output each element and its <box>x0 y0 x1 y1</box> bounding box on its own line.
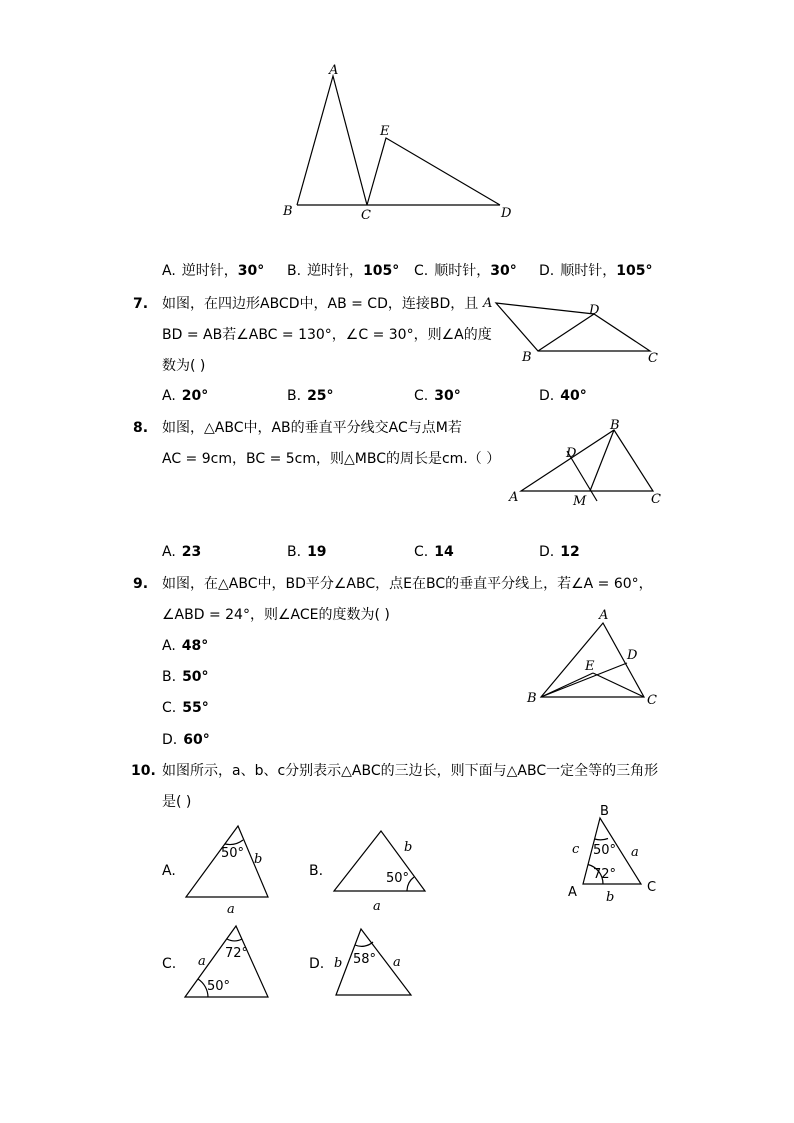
q10-ref-label-c-side: c <box>572 842 580 857</box>
q7-label-c: C <box>648 351 658 366</box>
q10-text-line1: 如图所示，a、b、c分别表示△ABC的三边长，则下面与△ABC一定全等的三角形 <box>162 763 659 779</box>
q10-ref-label-b: B <box>600 804 609 819</box>
q9-label-c: C <box>647 693 657 708</box>
q6-label-c: C <box>361 208 371 223</box>
q6-label-d: D <box>501 206 512 221</box>
q10-option-c-side-a: a <box>198 954 206 969</box>
q10-option-b-side-a: a <box>373 899 381 914</box>
q10-ref-label-a: A <box>568 885 577 900</box>
q8-option-d: D. 12 <box>539 544 580 560</box>
q8-option-a: A. 23 <box>162 544 202 560</box>
q10-option-d-side-b: b <box>334 956 343 971</box>
q8-label-d: D <box>566 446 577 461</box>
q10-text-line2: 是( ) <box>162 794 192 810</box>
q10-option-c-angle-bottom: 50° <box>207 979 231 994</box>
q10-option-c-letter: C. <box>162 956 177 972</box>
q6-label-a: A <box>329 63 339 78</box>
q9-label-e: E <box>585 659 595 674</box>
q9-option-d: D. 60° <box>162 732 210 748</box>
q10-ref-label-c: C <box>647 880 657 895</box>
q9-option-a: A. 48° <box>162 638 209 654</box>
q10-option-d-side-a: a <box>393 955 401 970</box>
q7-text-line3: 数为( ) <box>162 358 206 374</box>
q8-option-c: C. 14 <box>414 544 454 560</box>
q10-option-a-side-a: a <box>227 902 235 917</box>
q8-text-line1: 如图，△ABC中，AB的垂直平分线交AC与点M若 <box>162 420 462 436</box>
q9-text-line1: 如图，在△ABC中，BD平分∠ABC，点E在BC的垂直平分线上，若∠A = 60°， <box>162 576 653 592</box>
q8-label-c: C <box>651 492 661 507</box>
q8-text-line2: AC = 9cm，BC = 5cm，则△MBC的周长是cm.（ ） <box>162 451 501 467</box>
q10-option-a-letter: A. <box>162 863 176 879</box>
q7-label-b: B <box>522 350 532 365</box>
q10-option-a-angle: 50° <box>221 846 245 861</box>
q10-ref-angle-a: 72° <box>593 867 617 882</box>
q9-label-b: B <box>527 691 537 706</box>
q9-label-a: A <box>599 608 609 623</box>
q10-ref-angle-b: 50° <box>593 843 617 858</box>
q6-option-c: C. 顺时针，30° <box>414 263 517 279</box>
q10-number: 10. <box>131 763 156 779</box>
q10-option-b-angle: 50° <box>386 871 410 886</box>
q6-label-e: E <box>380 124 390 139</box>
q7-option-c: C. 30° <box>414 388 461 404</box>
q7-label-d: D <box>589 303 600 318</box>
q7-option-a: A. 20° <box>162 388 209 404</box>
q10-ref-label-b-side: b <box>606 890 615 905</box>
q7-text-line1: 如图，在四边形ABCD中，AB = CD，连接BD，且 <box>162 296 479 312</box>
q10-option-b-letter: B. <box>309 863 324 879</box>
q7-text-line2: BD = AB若∠ABC = 130°，∠C = 30°，则∠A的度 <box>162 327 492 343</box>
q9-text-line2: ∠ABD = 24°，则∠ACE的度数为( ) <box>162 607 390 623</box>
q9-option-b: B. 50° <box>162 669 209 685</box>
q9-number: 9. <box>133 576 149 592</box>
q10-option-b-side-b: b <box>404 840 413 855</box>
q7-option-b: B. 25° <box>287 388 334 404</box>
q6-option-b: B. 逆时针，105° <box>287 263 400 279</box>
q9-option-c: C. 55° <box>162 700 209 716</box>
q9-label-d: D <box>627 648 638 663</box>
q10-option-a-side-b: b <box>254 852 263 867</box>
q8-label-b: B <box>610 418 620 433</box>
q6-option-a: A. 逆时针，30° <box>162 263 265 279</box>
q10-option-d-angle: 58° <box>353 952 377 967</box>
q8-label-m: M <box>573 494 587 509</box>
q8-option-b: B. 19 <box>287 544 327 560</box>
q8-label-a: A <box>509 490 519 505</box>
q7-label-a: A <box>483 296 493 311</box>
q7-option-d: D. 40° <box>539 388 587 404</box>
q6-option-d: D. 顺时针，105° <box>539 263 653 279</box>
q10-option-c-angle-top: 72° <box>225 946 249 961</box>
q10-ref-label-a-side: a <box>631 845 639 860</box>
q8-number: 8. <box>133 420 149 436</box>
q10-option-d-letter: D. <box>309 956 325 972</box>
q7-number: 7. <box>133 296 149 312</box>
q6-label-b: B <box>283 204 293 219</box>
